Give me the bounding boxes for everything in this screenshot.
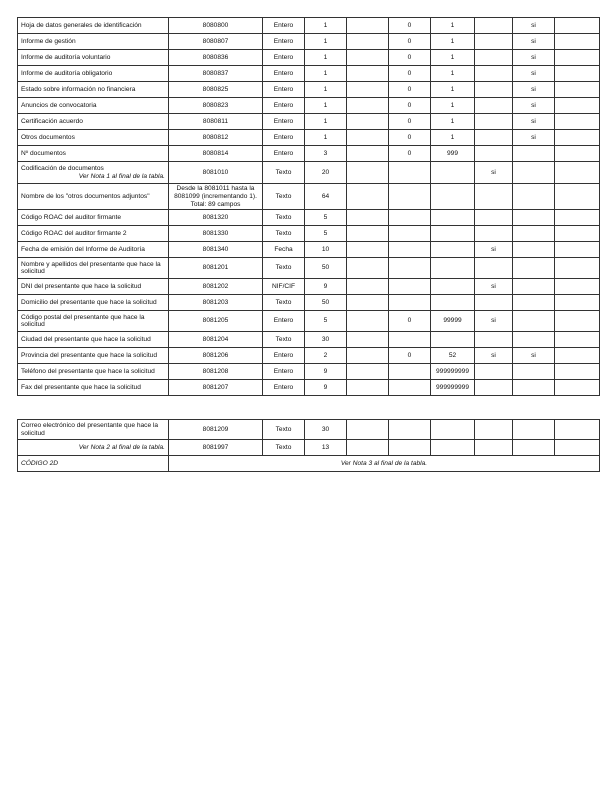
table-row: [18, 440, 600, 456]
cell-min: 0: [389, 348, 431, 364]
cell-code: 8081330: [169, 226, 263, 242]
cell-min: [389, 162, 431, 184]
table-row: [18, 364, 600, 380]
field-name: Domicilio del presentante que hace la solicitud: [21, 298, 157, 306]
table-row: [18, 82, 600, 98]
cell-len: 1: [305, 82, 347, 98]
cell-c9: si: [513, 66, 555, 82]
cell-c10: [555, 50, 600, 66]
field-name: Hoja de datos generales de identificación: [21, 21, 142, 29]
cell-type: Entero: [263, 66, 305, 82]
field-name: Teléfono del presentante que hace la solicitud: [21, 367, 155, 375]
cell-c8: [475, 295, 513, 311]
cell-c8: [475, 184, 513, 210]
table-row: [18, 114, 600, 130]
field-name: Informe de gestión: [21, 37, 76, 45]
cell-empty: [431, 420, 475, 440]
table-row: [18, 380, 600, 396]
cell-empty: [475, 420, 513, 440]
cell-c9: si: [513, 34, 555, 50]
table-row: [18, 66, 600, 82]
field-name-cell: [18, 311, 169, 332]
cell-max: 1: [431, 66, 475, 82]
field-name: Ciudad del presentante que hace la solicitud: [21, 335, 151, 343]
cell-c5: [347, 226, 389, 242]
table-row: [18, 130, 600, 146]
cell-c9: si: [513, 50, 555, 66]
cell-len: 1: [305, 66, 347, 82]
cell-min: [389, 332, 431, 348]
cell-len: 1: [305, 98, 347, 114]
cell-min: 0: [389, 130, 431, 146]
cell-min: [389, 279, 431, 295]
cell-code: 8080814: [169, 146, 263, 162]
cell-empty: [347, 420, 389, 440]
cell-c9: [513, 332, 555, 348]
cell-code: 8081202: [169, 279, 263, 295]
field-name: Nombre de los "otros documentos adjuntos": [21, 192, 150, 200]
field-name: Provincia del presentante que hace la solicitud: [21, 351, 157, 359]
cell-c5: [347, 332, 389, 348]
cell-type: Entero: [263, 130, 305, 146]
cell-code: 8081201: [169, 258, 263, 279]
cell-type: Entero: [263, 34, 305, 50]
cell-len: 9: [305, 364, 347, 380]
cell-code: 8080837: [169, 66, 263, 82]
cell-c5: [347, 98, 389, 114]
cell-type: Texto: [263, 184, 305, 210]
cell-c8: [475, 226, 513, 242]
cell-c5: [347, 130, 389, 146]
cell-type: Entero: [263, 364, 305, 380]
cell-c9: si: [513, 98, 555, 114]
cell-c5: [347, 50, 389, 66]
cell-max: 1: [431, 130, 475, 146]
table-row: [18, 420, 600, 440]
field-name-cell: [18, 295, 169, 311]
cell-min: 0: [389, 82, 431, 98]
cell-max: [431, 242, 475, 258]
cell-c5: [347, 34, 389, 50]
table-row: [18, 162, 600, 184]
cell-len: 1: [305, 18, 347, 34]
cell-c5: [347, 184, 389, 210]
field-name: Fax del presentante que hace la solicitud: [21, 383, 141, 391]
cell-max: 999999999: [431, 364, 475, 380]
cell-max: [431, 332, 475, 348]
fields-table: [17, 17, 600, 396]
cell-max: [431, 210, 475, 226]
cell-c9: [513, 146, 555, 162]
cell-c5: [347, 295, 389, 311]
field-name-cell: [18, 18, 169, 34]
cell-c9: [513, 184, 555, 210]
cell-type: Entero: [263, 50, 305, 66]
cell-c8: [475, 50, 513, 66]
cell-c10: [555, 18, 600, 34]
cell-len: 5: [305, 210, 347, 226]
cell-max: [431, 162, 475, 184]
cell-c8: si: [475, 162, 513, 184]
field-name: Estado sobre información no financiera: [21, 85, 136, 93]
cell-len: 5: [305, 311, 347, 332]
field-note: Ver Nota 2 al final de la tabla.: [78, 443, 165, 451]
cell-type: Entero: [263, 380, 305, 396]
cell-min: 0: [389, 146, 431, 162]
code2d-row: [18, 456, 600, 472]
cell-code: 8081209: [169, 420, 263, 440]
cell-c5: [347, 311, 389, 332]
cell-type: Entero: [263, 82, 305, 98]
cell-min: 0: [389, 50, 431, 66]
field-name-cell: [18, 348, 169, 364]
table-row: [18, 226, 600, 242]
cell-type: Entero: [263, 114, 305, 130]
cell-c10: [555, 258, 600, 279]
cell-max: 999999999: [431, 380, 475, 396]
cell-c9: [513, 380, 555, 396]
cell-type: Entero: [263, 98, 305, 114]
table-row: [18, 50, 600, 66]
cell-c10: [555, 184, 600, 210]
cell-min: [389, 380, 431, 396]
field-name-cell: [18, 82, 169, 98]
cell-c9: [513, 226, 555, 242]
cell-c9: [513, 258, 555, 279]
cell-min: 0: [389, 18, 431, 34]
cell-c8: [475, 258, 513, 279]
cell-c10: [555, 226, 600, 242]
cell-c5: [347, 380, 389, 396]
cell-empty: [513, 440, 555, 456]
table-row: [18, 242, 600, 258]
field-name-cell: [18, 130, 169, 146]
cell-code: 8080812: [169, 130, 263, 146]
cell-len: 20: [305, 162, 347, 184]
field-name-cell: [18, 50, 169, 66]
cell-len: 9: [305, 380, 347, 396]
cell-max: [431, 184, 475, 210]
cell-empty: [431, 440, 475, 456]
cell-c8: [475, 66, 513, 82]
cell-code: 8081010: [169, 162, 263, 184]
cell-len: 50: [305, 295, 347, 311]
cell-c5: [347, 82, 389, 98]
cell-c5: [347, 146, 389, 162]
cell-max: [431, 279, 475, 295]
field-name: Fecha de emisión del Informe de Auditoría: [21, 245, 145, 253]
field-name: Nº documentos: [21, 149, 66, 157]
cell-c9: si: [513, 82, 555, 98]
cell-min: [389, 364, 431, 380]
cell-len: 9: [305, 279, 347, 295]
cell-max: [431, 226, 475, 242]
field-name-cell: [18, 258, 169, 279]
field-name-cell: [18, 226, 169, 242]
cell-c9: [513, 279, 555, 295]
field-name: Código ROAC del auditor firmante: [21, 213, 122, 221]
cell-max: [431, 295, 475, 311]
cell-c8: [475, 210, 513, 226]
cell-c9: si: [513, 130, 555, 146]
table-row: [18, 34, 600, 50]
cell-c10: [555, 98, 600, 114]
field-name-cell: [18, 380, 169, 396]
cell-c10: [555, 114, 600, 130]
table-row: [18, 210, 600, 226]
cell-code: 8080800: [169, 18, 263, 34]
cell-c8: si: [475, 348, 513, 364]
cell-len: 2: [305, 348, 347, 364]
cell-c8: si: [475, 242, 513, 258]
cell-c9: si: [513, 348, 555, 364]
cell-code: 8081208: [169, 364, 263, 380]
table-row: [18, 311, 600, 332]
cell-c9: [513, 311, 555, 332]
cell-min: 0: [389, 311, 431, 332]
cell-len: 5: [305, 226, 347, 242]
cell-max: 1: [431, 50, 475, 66]
cell-max: [431, 258, 475, 279]
cell-empty: [555, 440, 600, 456]
table-row: [18, 18, 600, 34]
cell-c5: [347, 114, 389, 130]
cell-code: 8081320: [169, 210, 263, 226]
cell-c8: [475, 130, 513, 146]
cell-type: Texto: [263, 295, 305, 311]
cell-max: 1: [431, 98, 475, 114]
field-name-cell: [18, 364, 169, 380]
cell-min: [389, 295, 431, 311]
table-row: [18, 98, 600, 114]
cell-c10: [555, 82, 600, 98]
cell-max: 999: [431, 146, 475, 162]
cell-type: Texto: [263, 210, 305, 226]
field-name-cell: [18, 440, 169, 456]
field-name: Código ROAC del auditor firmante 2: [21, 229, 127, 237]
table-row: [18, 184, 600, 210]
field-name: Informe de auditoría voluntario: [21, 53, 111, 61]
cell-c8: [475, 146, 513, 162]
field-name: DNI del presentante que hace la solicitud: [21, 282, 142, 290]
cell-code: 8081997: [169, 440, 263, 456]
cell-c8: si: [475, 311, 513, 332]
cell-c5: [347, 18, 389, 34]
cell-len: 10: [305, 242, 347, 258]
table-row: [18, 258, 600, 279]
cell-min: 0: [389, 66, 431, 82]
cell-type: Texto: [263, 226, 305, 242]
cell-c9: [513, 162, 555, 184]
cell-type: Entero: [263, 311, 305, 332]
cell-type: Texto: [263, 420, 305, 440]
cell-c10: [555, 146, 600, 162]
table-row: [18, 146, 600, 162]
field-note: Ver Nota 1 al final de la tabla.: [78, 172, 165, 180]
field-name-cell: [18, 146, 169, 162]
field-name-cell: [18, 279, 169, 295]
cell-c8: [475, 364, 513, 380]
cell-c10: [555, 348, 600, 364]
cell-max: 1: [431, 18, 475, 34]
cell-c10: [555, 364, 600, 380]
cell-code: 8081205: [169, 311, 263, 332]
cell-c10: [555, 295, 600, 311]
cell-type: Fecha: [263, 242, 305, 258]
cell-empty: [389, 440, 431, 456]
code2d-note: Ver Nota 3 al final de la tabla.: [169, 456, 600, 472]
cell-c8: [475, 98, 513, 114]
cell-len: 1: [305, 34, 347, 50]
cell-code: 8080807: [169, 34, 263, 50]
field-name: Codificación de documentos: [21, 164, 104, 172]
cell-min: 0: [389, 34, 431, 50]
cell-c5: [347, 258, 389, 279]
cell-c5: [347, 210, 389, 226]
cell-len: 30: [305, 420, 347, 440]
field-name-cell: [18, 332, 169, 348]
cell-empty: [555, 420, 600, 440]
cell-len: 1: [305, 50, 347, 66]
cell-empty: [513, 420, 555, 440]
code2d-label: CÓDIGO 2D: [18, 456, 169, 472]
table-row: [18, 332, 600, 348]
cell-c8: [475, 380, 513, 396]
cell-c9: [513, 295, 555, 311]
cell-max: 1: [431, 82, 475, 98]
field-name: Correo electrónico del presentante que hace la solicitud: [21, 421, 159, 437]
cell-min: [389, 210, 431, 226]
cell-c9: [513, 242, 555, 258]
cell-c10: [555, 380, 600, 396]
cell-max: 99999: [431, 311, 475, 332]
cell-max: 1: [431, 34, 475, 50]
field-name-cell: [18, 242, 169, 258]
field-name-cell: [18, 184, 169, 210]
cell-c10: [555, 311, 600, 332]
cell-type: Texto: [263, 440, 305, 456]
cell-c5: [347, 66, 389, 82]
field-name-cell: [18, 66, 169, 82]
cell-c5: [347, 242, 389, 258]
cell-code: 8081207: [169, 380, 263, 396]
cell-code: 8080836: [169, 50, 263, 66]
cell-max: 52: [431, 348, 475, 364]
cell-c5: [347, 279, 389, 295]
cell-c9: si: [513, 18, 555, 34]
cell-c10: [555, 66, 600, 82]
cell-empty: [347, 440, 389, 456]
cell-min: [389, 184, 431, 210]
cell-type: Texto: [263, 162, 305, 184]
cell-empty: [389, 420, 431, 440]
cell-code: 8080811: [169, 114, 263, 130]
cell-c10: [555, 162, 600, 184]
cell-code: 8081203: [169, 295, 263, 311]
cell-type: Texto: [263, 332, 305, 348]
cell-c9: [513, 364, 555, 380]
cell-c8: [475, 34, 513, 50]
cell-c10: [555, 34, 600, 50]
field-name-cell: [18, 114, 169, 130]
field-name: Informe de auditoría obligatorio: [21, 69, 113, 77]
cell-min: [389, 242, 431, 258]
cell-c10: [555, 279, 600, 295]
cell-len: 64: [305, 184, 347, 210]
cell-len: 1: [305, 130, 347, 146]
cell-c9: si: [513, 114, 555, 130]
cell-c8: [475, 82, 513, 98]
cell-c8: [475, 18, 513, 34]
cell-type: Entero: [263, 348, 305, 364]
cell-type: Texto: [263, 258, 305, 279]
field-name: Código postal del presentante que hace la solicitud: [21, 313, 145, 329]
fields-table-continued: [17, 419, 600, 472]
cell-c5: [347, 348, 389, 364]
field-name-cell: [18, 162, 169, 184]
cell-min: 0: [389, 114, 431, 130]
cell-code: 8081340: [169, 242, 263, 258]
table-row: [18, 279, 600, 295]
cell-c10: [555, 242, 600, 258]
cell-empty: [475, 440, 513, 456]
cell-c10: [555, 130, 600, 146]
field-name: Nombre y apellidos del presentante que hace la solicitud: [21, 260, 161, 276]
cell-c8: [475, 114, 513, 130]
cell-len: 30: [305, 332, 347, 348]
cell-c10: [555, 210, 600, 226]
cell-type: Entero: [263, 18, 305, 34]
cell-c10: [555, 332, 600, 348]
cell-len: 50: [305, 258, 347, 279]
field-name: Otros documentos: [21, 133, 75, 141]
field-name-cell: [18, 210, 169, 226]
cell-min: 0: [389, 98, 431, 114]
cell-min: [389, 226, 431, 242]
cell-code: 8080825: [169, 82, 263, 98]
cell-len: 1: [305, 114, 347, 130]
cell-c5: [347, 364, 389, 380]
cell-type: Entero: [263, 146, 305, 162]
cell-c8: si: [475, 279, 513, 295]
cell-max: 1: [431, 114, 475, 130]
table-row: [18, 295, 600, 311]
field-name: Certificación acuerdo: [21, 117, 83, 125]
field-name-cell: [18, 98, 169, 114]
cell-code: 8081204: [169, 332, 263, 348]
cell-c9: [513, 210, 555, 226]
cell-len: 13: [305, 440, 347, 456]
table-row: [18, 348, 600, 364]
cell-code: Desde la 8081011 hasta la 8081099 (incrementando 1). Total: 89 campos: [169, 184, 263, 210]
cell-min: [389, 258, 431, 279]
cell-code: 8080823: [169, 98, 263, 114]
field-name-cell: [18, 34, 169, 50]
cell-c5: [347, 162, 389, 184]
field-name: Anuncios de convocatoria: [21, 101, 97, 109]
field-name-cell: [18, 420, 169, 440]
cell-code: 8081206: [169, 348, 263, 364]
cell-len: 3: [305, 146, 347, 162]
cell-type: NIF/CIF: [263, 279, 305, 295]
cell-c8: [475, 332, 513, 348]
